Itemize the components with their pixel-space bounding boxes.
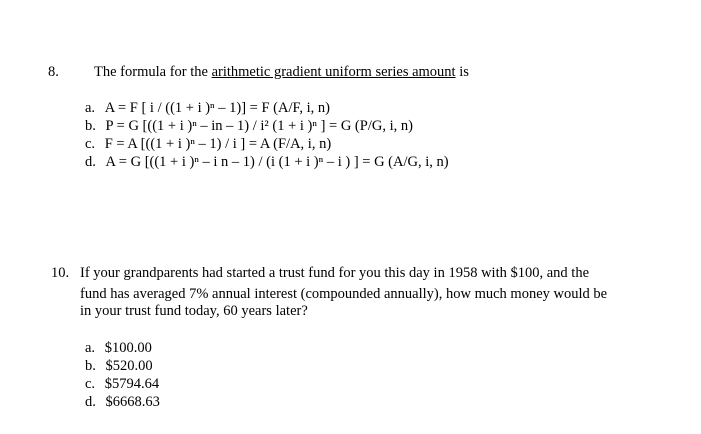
question-10-option-d[interactable] — [85, 394, 160, 411]
option-letter: b. — [85, 358, 96, 374]
question-10-line-3: in your trust fund today, 60 years later? — [80, 303, 308, 319]
prompt-underlined-term: arithmetic gradient uniform series amount — [211, 64, 456, 80]
option-letter: c. — [85, 376, 96, 392]
option-text: $6668.63 — [105, 394, 160, 410]
question-10-line-2: fund has averaged 7% annual interest (compounded annually), how much money would be — [80, 286, 608, 302]
option-letter: c. — [85, 136, 96, 152]
question-8-option-c[interactable] — [85, 136, 331, 153]
question-8-prompt — [94, 64, 469, 81]
question-10-option-c[interactable] — [85, 376, 159, 393]
question-10-option-a[interactable] — [85, 340, 152, 357]
prompt-text: The formula for the — [94, 64, 212, 80]
option-text: F = A [((1 + i )ⁿ – 1) / i ] = A (F/A, i, n) — [104, 136, 332, 152]
option-text: A = F [ i / ((1 + i )ⁿ – 1)] = F (A/F, i, n) — [104, 100, 330, 116]
prompt-text-end: is — [455, 64, 469, 80]
question-8-number: 8. — [48, 64, 59, 80]
option-letter: a. — [85, 340, 96, 356]
option-text: $5794.64 — [104, 376, 160, 392]
question-8-option-a[interactable] — [85, 100, 330, 117]
question-8-option-d[interactable] — [85, 154, 449, 171]
option-letter: d. — [85, 154, 96, 170]
question-10-line-1: If your grandparents had started a trust fund for you this day in 1958 with $100, and the — [80, 265, 590, 281]
option-text: A = G [((1 + i )ⁿ – i n – 1) / (i (1 + i )ⁿ – i ) ] = G (A/G, i, n) — [105, 154, 449, 170]
option-letter: a. — [85, 100, 96, 116]
question-10-option-b[interactable] — [85, 358, 153, 375]
option-text: P = G [((1 + i )ⁿ – in – 1) / i² (1 + i )ⁿ ] = G (P/G, i, n) — [105, 118, 413, 134]
question-10-number: 10. — [51, 265, 70, 281]
option-letter: d. — [85, 394, 96, 410]
option-letter: b. — [85, 118, 96, 134]
option-text: $100.00 — [104, 340, 152, 356]
question-8-option-b[interactable] — [85, 118, 413, 135]
option-text: $520.00 — [105, 358, 153, 374]
